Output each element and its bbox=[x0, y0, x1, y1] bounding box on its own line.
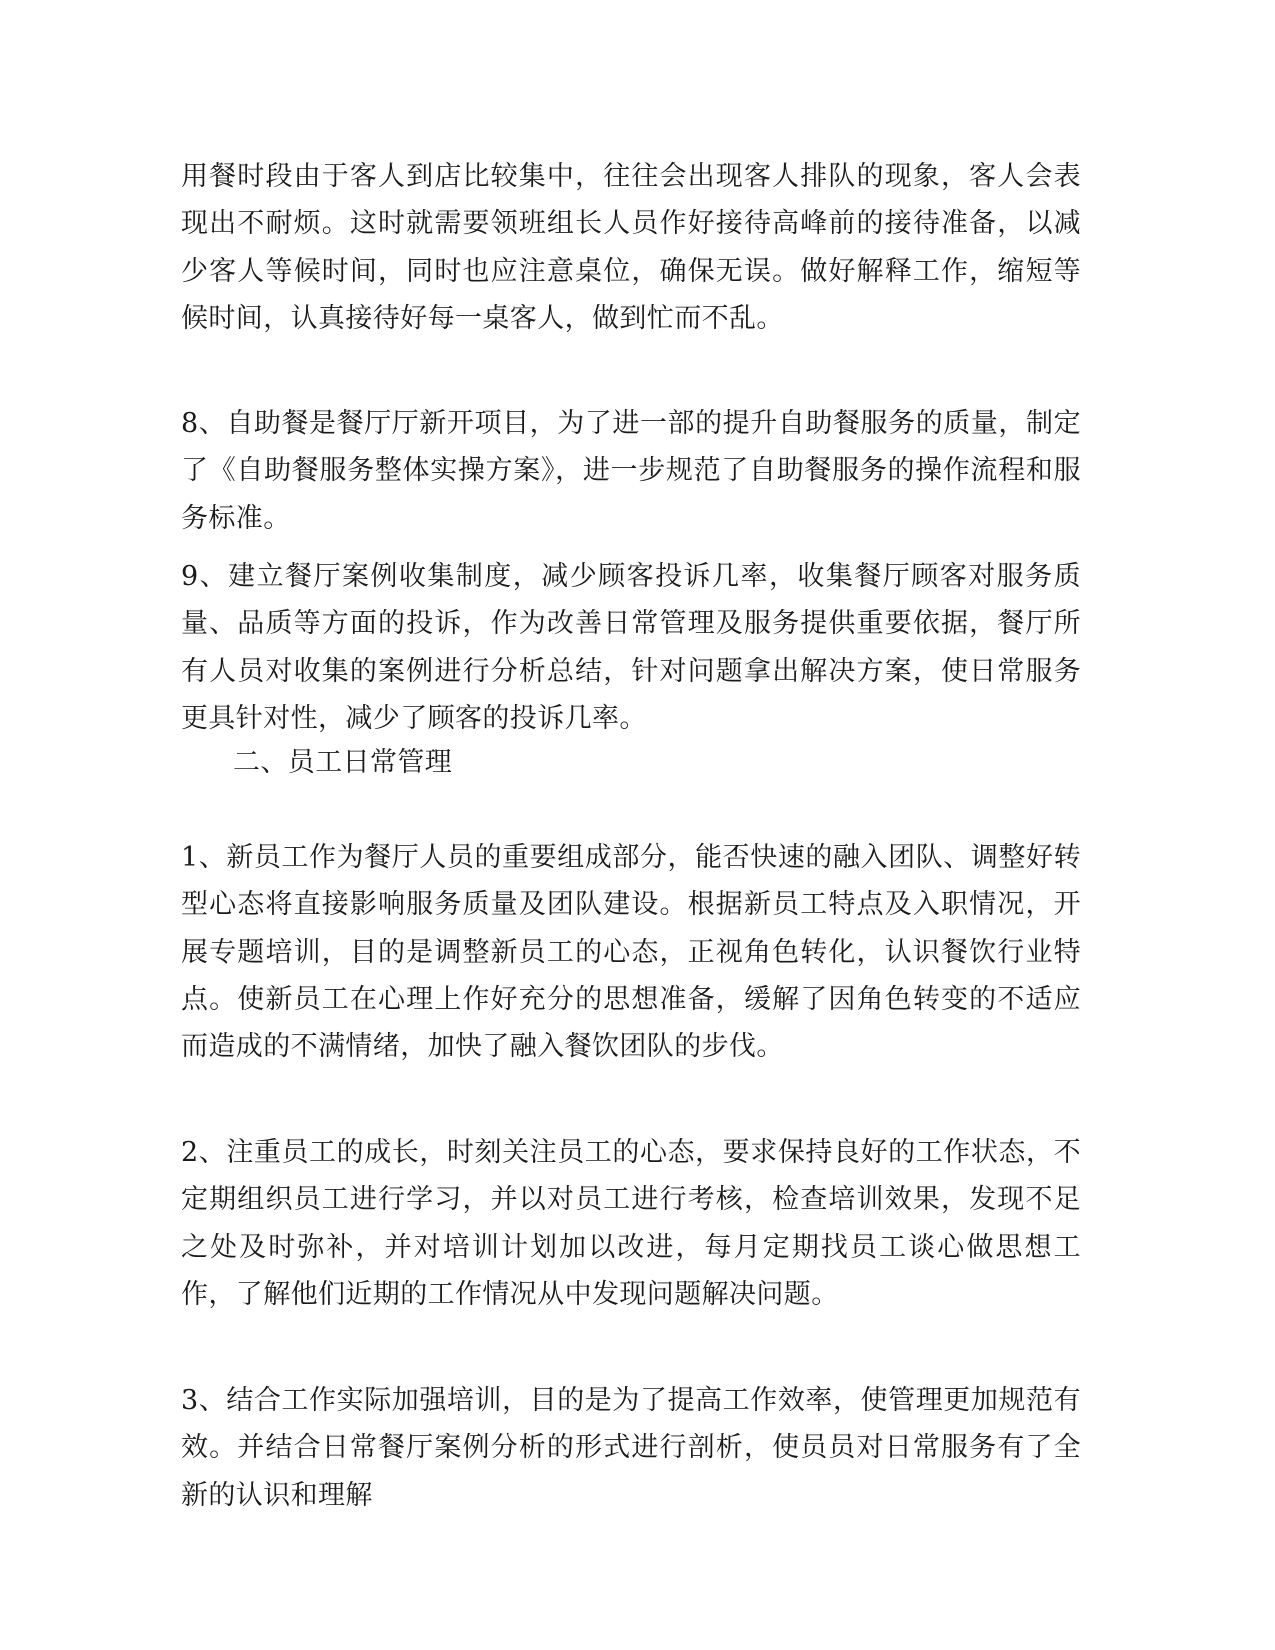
paragraph-service-peak: 用餐时段由于客人到店比较集中，往往会出现客人排队的现象，客人会表现出不耐烦。这时就需要领班组长人员作好接待高峰前的接待准备，以减少客人等候时间，同时也应注意桌位，确保无误。做好解释工作，缩短等候时间，认真接待好每一桌客人，做到忙而不乱。 bbox=[181, 161, 1081, 334]
section-heading-staff-management: 二、员工日常管理 bbox=[233, 747, 453, 778]
paragraph-item-1-new-staff: 1、新员工作为餐厅人员的重要组成部分，能否快速的融入团队、调整好转型心态将直接影响服务质量及团队建设。根据新员工特点及入职情况，开展专题培训，目的是调整新员工的心态，正视角色转化，认识餐饮行业特点。使新员工在心理上作好充分的思想准备，缓解了因角色转变的不适应而造成的不满情绪，加快了融入餐饮团队的步伐。 bbox=[181, 842, 1081, 1063]
paragraph-item-3-training: 3、结合工作实际加强培训，目的是为了提高工作效率，使管理更加规范有效。并结合日常餐厅案例分析的形式进行剖析，使员员对日常服务有了全新的认识和理解 bbox=[181, 1385, 1081, 1511]
paragraph-item-9-case-collection: 9、建立餐厅案例收集制度，减少顾客投诉几率，收集餐厅顾客对服务质量、品质等方面的投诉，作为改善日常管理及服务提供重要依据，餐厅所有人员对收集的案例进行分析总结，针对问题拿出解决方案，使日常服务更具针对性，减少了顾客的投诉几率。 bbox=[181, 561, 1081, 734]
paragraph-item-2-staff-growth: 2、注重员工的成长，时刻关注员工的心态，要求保持良好的工作状态，不定期组织员工进行学习，并以对员工进行考核，检查培训效果，发现不足之处及时弥补，并对培训计划加以改进，每月定期找员工谈心做思想工作，了解他们近期的工作情况从中发现问题解决问题。 bbox=[181, 1137, 1081, 1310]
paragraph-item-8-buffet: 8、自助餐是餐厅厅新开项目，为了进一部的提升自助餐服务的质量，制定了《自助餐服务整体实操方案》，进一步规范了自助餐服务的操作流程和服务标准。 bbox=[181, 408, 1081, 534]
